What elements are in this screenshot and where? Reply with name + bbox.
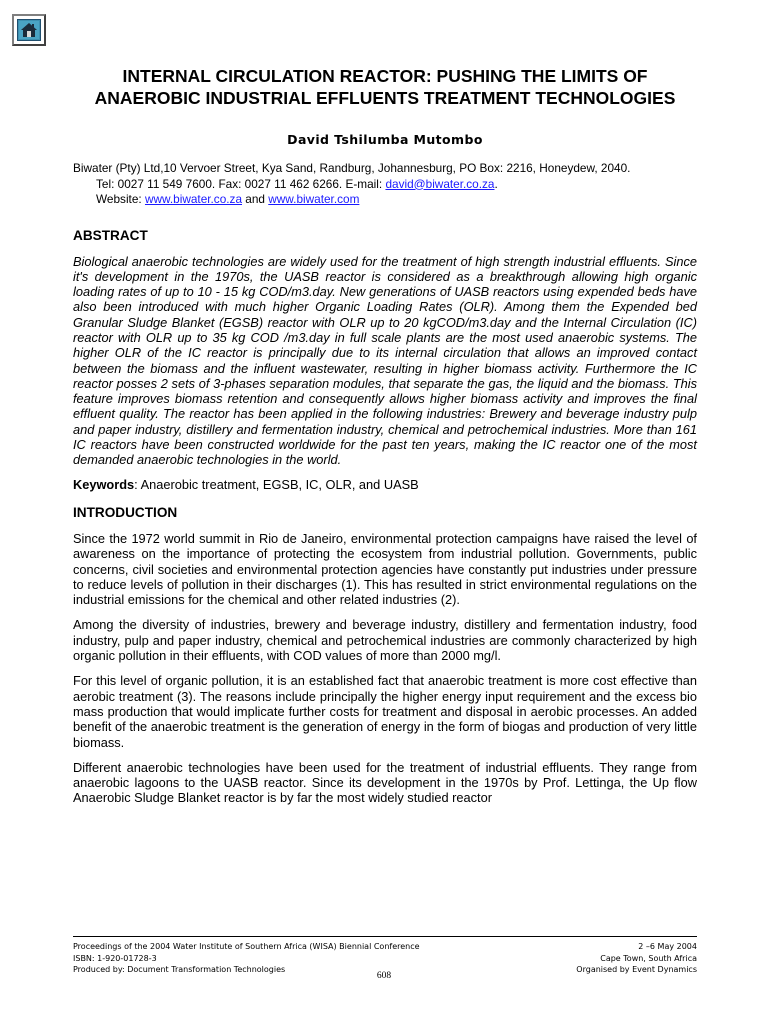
website-link-1[interactable]: www.biwater.co.za [144, 192, 243, 206]
affiliation [73, 161, 697, 208]
footer-conference: Proceedings of the 2004 Water Institute of Southern Africa (WISA) Biennial Conference [73, 942, 420, 951]
intro-paragraph-2: Among the diversity of industries, brewery and beverage industry, distillery and fermentation industry, food industry, pulp and paper industry, chemical and petrochemical industries are commonly characterized by high organic pollution in their effluents, with COD values of more than 2000 mg/l. [73, 617, 697, 664]
footer-organiser: Organised by Event Dynamics [576, 965, 697, 974]
footer-location: Cape Town, South Africa [600, 953, 697, 963]
contact-text: Tel: 0027 11 549 7600. Fax: 0027 11 462 6266. E-mail: [96, 176, 386, 191]
page-number: 608 [376, 971, 392, 981]
footer-dates: 2 –6 May 2004 [638, 942, 697, 951]
home-icon [17, 19, 41, 41]
website-link-2[interactable]: www.biwater.com [268, 192, 360, 206]
abstract-heading: ABSTRACT [73, 227, 148, 243]
keywords [73, 477, 697, 492]
intro-paragraph-3: For this level of organic pollution, it is an established fact that anaerobic treatment is more cost effective than aerobic treatment (3). The reasons include principally the higher energy input requirement and the excess bio mass production that would implicate further costs for treatment and disposal in aerobic processes. An added benefit of the anaerobic treatment is the generation of energy in the form of biogas and production of very little biomass. [73, 673, 697, 750]
website-label: Website: [96, 192, 145, 206]
keywords-text: : Anaerobic treatment, EGSB, IC, OLR, and UASB [134, 476, 419, 492]
paper-page [73, 66, 697, 806]
keywords-label: Keywords [73, 476, 135, 492]
affiliation-contact [73, 177, 697, 193]
footer-producer: Produced by: Document Transformation Technologies [73, 965, 286, 974]
affiliation-address: Biwater (Pty) Ltd,10 Vervoer Street, Kya Sand, Randburg, Johannesburg, PO Box: 2216, Honeydew, 2040. [73, 161, 631, 175]
contact-suffix: . [494, 176, 498, 191]
footer-isbn: ISBN: 1-920-01728-3 [73, 953, 157, 963]
abstract-text: Biological anaerobic technologies are widely used for the treatment of high strength industrial effluents. Since it's development in the 1970s, the UASB reactor is considered as a breakthrough allowing high organic loading rates of up to 10 - 15 kg COD/m3.day. New generations of UASB reactors using expended beds have also been introduced with much higher Organic Loading Rates (OLR). Among them the Expended bed Granular Sludge Blanket (EGSB) reactor with OLR up to 20 kgCOD/m3.day and the Internal Circulation (IC) reactor with OLR up to 35 kg COD /m3.day in full scale plants are the most used anaerobic systems. The higher OLR of the IC reactor is principally due to its internal circulation that allows an improved contact between the biomass and the influent wastewater, resulting in higher biomass activity. Furthermore the IC reactor posses 2 sets of 3-phases separation modules, that separate the gas, the liquid and the biomass. This feature improves biomass retention and consequently allows higher biomass activity and improves the final effluent quality. The reactor has been applied in the following industries: Brewery and beverage industry pulp and paper industry, distillery and fermentation industry, chemical and petrochemical industries. More than 161 IC reactors have been constructed worldwide for the past ten years, making the IC reactor one of the most demanded anaerobic technologies in the world. [73, 253, 697, 468]
website-and: and [242, 192, 269, 206]
home-button[interactable] [12, 14, 46, 46]
paper-title: INTERNAL CIRCULATION REACTOR: PUSHING THE LIMITS OF ANAEROBIC INDUSTRIAL EFFLUENTS TREATMENT TECHNOLOGIES [94, 66, 676, 108]
intro-paragraph-1: Since the 1972 world summit in Rio de Janeiro, environmental protection campaigns have raised the level of awareness on the importance of protecting the ecosystem from industrial pollution. Governments, public concerns, civil societies and environmental protection agencies have constantly put industries under pressure to reduce levels of pollution in their discharges (1). This has resulted in strict environmental regulations on the industrial emissions for the chemical and other related industries (2). [73, 530, 697, 608]
author-name: David Tshilumba Mutombo [287, 132, 483, 147]
introduction-heading: INTRODUCTION [73, 504, 178, 520]
page-footer [73, 936, 697, 976]
email-link[interactable]: david@biwater.co.za [385, 176, 495, 191]
intro-paragraph-4: Different anaerobic technologies have been used for the treatment of industrial effluents. They range from anaerobic lagoons to the UASB reactor. Since its development in the 1970s by Prof. Lettinga, the Up flow Anaerobic Sludge Blanket reactor is by far the most widely studied reactor [73, 759, 697, 806]
affiliation-website [73, 192, 697, 208]
